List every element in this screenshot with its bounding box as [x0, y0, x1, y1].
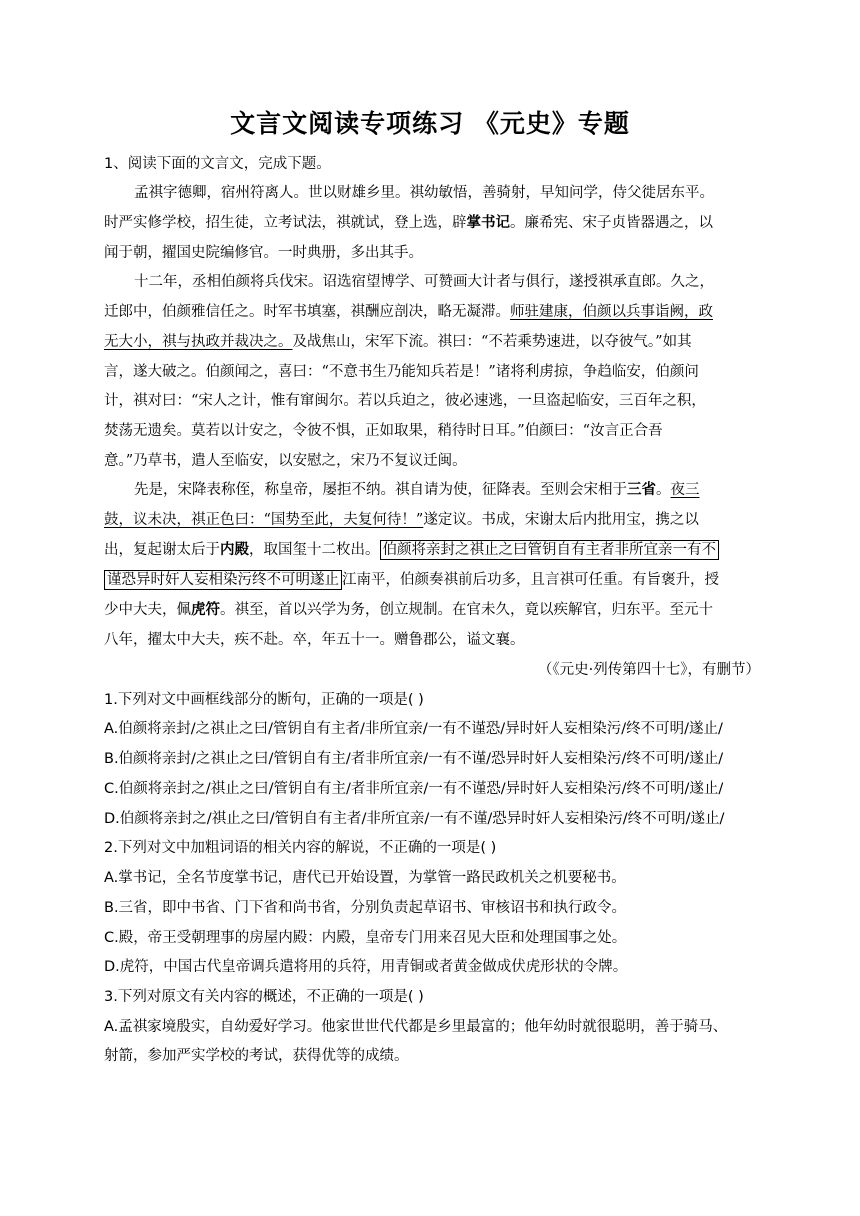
question-2-stem: 2.下列对文中加粗词语的相关内容的解说，不正确的一项是( ): [104, 840, 497, 856]
question-1-option-d: D.伯颜将亲封之/祺止之曰/管钥自有主者/非所宜亲/一有不谨/恐异时奸人妄相染污/终不可明/遂止/: [104, 811, 725, 827]
underlined-sentence: 师驻建康，伯颜以兵事诣阙，政: [510, 304, 713, 320]
boxed-sentence: 伯颜将亲封之祺止之曰管钥自有主者非所宜亲一有不: [380, 540, 720, 560]
passage-line: 出，复起谢太后于内殿，取国玺十二枚出。 伯颜将亲封之祺止之曰管钥自有主者非所宜亲一有不: [104, 540, 760, 560]
question-3-stem: 3.下列对原文有关内容的概述，不正确的一项是( ): [104, 989, 424, 1005]
question-1-option-c: C.伯颜将亲封之/祺止之曰/管钥自有主/者非所宜亲/一有不谨恐/异时奸人妄相染污/终不可明/遂止/: [104, 781, 724, 797]
question-2-option-b: B.三省，即中书省、门下省和尚书省，分别负责起草诏书、审核诏书和执行政令。: [104, 900, 627, 916]
bold-term-zhangshuji: 掌书记: [466, 214, 510, 231]
passage-line: 焚荡无遗矣。莫若以计安之，令彼不惧，正如取果，稍待时日耳。”伯颜曰：“汝言正合吾: [104, 423, 663, 439]
question-2-option-d: D.虎符，中国古代皇帝调兵遣将用的兵符，用青铜或者黄金做成伏虎形状的令牌。: [104, 959, 628, 975]
question-3-option-a-cont: 射箭，参加严实学校的考试，获得优等的成绩。: [104, 1048, 409, 1064]
passage-line: 时严实修学校，招生徒，立考试法，祺就试，登上选，辟掌书记。廉希宪、宋子贞皆器遇之，以: [104, 214, 713, 231]
passage-line: 先是，宋降表称侄，称皇帝，屡拒不纳。祺自请为使，征降表。至则会宋相于三省。夜三: [134, 481, 700, 498]
source-citation: （《元史·列传第四十七》，有删节）: [537, 662, 760, 678]
passage-line: 少中大夫，佩虎符。祺至，首以兴学为务，创立规制。在官未久，竟以疾解官，归东平。至元十: [104, 601, 713, 618]
passage-line: 迁郎中，伯颜雅信任之。时军书填塞，祺酬应剖决，略无凝滞。师驻建康，伯颜以兵事诣阙，政: [104, 304, 713, 320]
question-2-option-a: A.掌书记，全名节度掌书记，唐代已开始设置，为掌管一路民政机关之机要秘书。: [104, 870, 626, 886]
boxed-sentence: 谨恐异时奸人妄相染污终不可明遂止: [104, 570, 342, 590]
passage-line: 无大小，祺与执政并裁决之。及战焦山，宋军下流。祺曰：“不若乘势速进，以夺彼气。”如其: [104, 334, 692, 350]
question-1-stem: 1.下列对文中画框线部分的断句，正确的一项是( ): [104, 692, 424, 708]
question-2-option-c: C.殿，帝王受朝理事的房屋内殿：内殿，皇帝专门用来召见大臣和处理国事之处。: [104, 930, 627, 946]
passage-line: 闻于朝，擢国史院编修官。一时典册，多出其手。: [104, 245, 423, 261]
question-1-option-b: B.伯颜将亲封/之祺止之曰/管钥自有主/者非所宜亲/一有不谨/恐异时奸人妄相染污/终不可明/遂止/: [104, 751, 724, 767]
question-1-option-a: A.伯颜将亲封/之祺止之曰/管钥自有主者/非所宜亲/一有不谨恐/异时奸人妄相染污/终不可明/遂止/: [104, 721, 723, 737]
passage-line: 鼓，议未决，祺正色曰：“国势至此，夫复何待！”遂定议。书成，宋谢太后内批用宝，携之以: [104, 512, 699, 528]
underlined-sentence: 鼓，议未决，祺正色曰：“国势至此，夫复何待！”: [104, 512, 424, 528]
question-intro: 1、阅读下面的文言文，完成下题。: [104, 156, 331, 172]
bold-term-neidian: 内殿: [220, 541, 249, 558]
passage-line: 谨恐异时奸人妄相染污终不可明遂止 江南平，伯颜奏祺前后功多，且言祺可任重。有旨褒升，授: [104, 570, 760, 590]
bold-term-hufu: 虎符: [191, 601, 220, 618]
underlined-sentence: 无大小，祺与执政并裁决之。: [104, 334, 293, 350]
bold-term-sansheng: 三省: [627, 481, 656, 498]
passage-line: 八年，擢太中大夫，疾不赴。卒，年五十一。赠鲁郡公，谥文襄。: [104, 632, 525, 648]
passage-line: 言，遂大破之。伯颜闻之，喜曰：“不意书生乃能知兵若是！”诸将利虏掠，争趋临安，伯颜问: [104, 364, 699, 380]
page-title: 文言文阅读专项练习 《元史》专题: [230, 109, 630, 138]
passage-line: 孟祺字德卿，宿州符离人。世以财雄乡里。祺幼敏悟，善骑射，早知问学，侍父徙居东平。: [134, 185, 714, 201]
underlined-sentence: 夜三: [670, 482, 700, 498]
passage-line: 意。”乃草书，遣人至临安，以安慰之，宋乃不复议迁闽。: [104, 453, 467, 469]
passage-line: 计，祺对曰：“宋人之计，惟有窜闽尔。若以兵迫之，彼必速逃，一旦盗起临安，三百年之积，: [104, 393, 706, 409]
passage-line: 十二年，丞相伯颜将兵伐宋。诏选宿望博学、可赞画大计者与俱行，遂授祺承直郎。久之，: [134, 274, 714, 290]
question-3-option-a: A.孟祺家境殷实，自幼爱好学习。他家世世代代都是乡里最富的；他年幼时就很聪明，善于骑马、: [104, 1019, 728, 1035]
